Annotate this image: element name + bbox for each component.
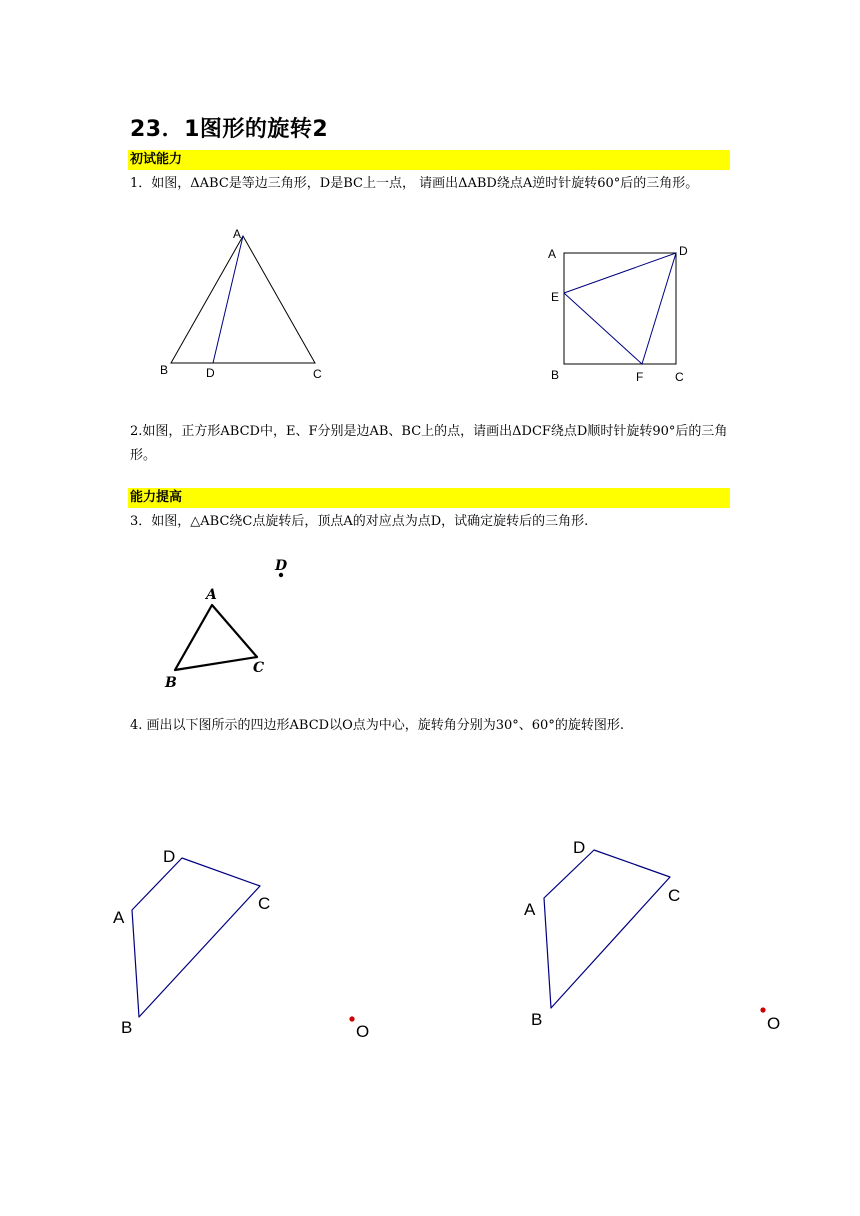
fig5-label-o: O xyxy=(767,1014,781,1033)
figure-4-quadrilateral-left xyxy=(100,835,390,1050)
fig2-label-c: C xyxy=(675,370,684,384)
fig2-label-a: A xyxy=(548,247,557,261)
fig5-center-o xyxy=(760,1007,765,1012)
fig1-label-d: D xyxy=(206,366,215,380)
fig2-label-d: D xyxy=(679,244,688,258)
section-heading-basic: 初试能力 xyxy=(128,150,730,170)
fig5-label-c: C xyxy=(668,886,681,905)
question-4-text: 4. 画出以下图所示的四边形ABCD以O点为中心，旋转角分别为30°、60°的旋转图形. xyxy=(130,718,624,733)
fig1-label-c: C xyxy=(313,367,322,381)
figure-3-triangle xyxy=(155,550,305,695)
fig4-label-a: A xyxy=(113,908,125,927)
fig1-label-a: A xyxy=(233,227,242,241)
fig4-label-d: D xyxy=(163,847,176,866)
fig2-label-b: B xyxy=(551,368,560,382)
fig5-label-b: B xyxy=(531,1010,543,1029)
fig5-label-d: D xyxy=(573,838,586,857)
page-title: 23．1图形的旋转2 xyxy=(130,117,329,142)
section-heading-advanced: 能力提高 xyxy=(128,488,730,508)
fig3-label-b: B xyxy=(165,675,177,691)
fig4-label-o: O xyxy=(356,1022,370,1041)
fig4-center-o xyxy=(349,1016,354,1021)
question-2-text: 2.如图，正方形ABCD中，E、F分别是边AB、BC上的点，请画出ΔDCF绕点D顺时针旋转90°后的三角形。 xyxy=(130,424,728,463)
fig3-label-d: D xyxy=(275,558,288,574)
fig5-label-a: A xyxy=(524,900,536,919)
fig2-label-f: F xyxy=(636,370,644,384)
fig4-label-c: C xyxy=(258,894,271,913)
fig3-label-a: A xyxy=(206,587,217,603)
figure-1-triangle xyxy=(150,220,340,390)
question-3-text: 3．如图，△ABC绕C点旋转后，顶点A的对应点为点D，试确定旋转后的三角形. xyxy=(130,514,589,529)
question-1-text: 1．如图，ΔABC是等边三角形，D是BC上一点， 请画出ΔABD绕点A逆时针旋转60°后的三角形。 xyxy=(130,176,699,191)
figure-4-quadrilateral-right xyxy=(510,830,810,1040)
figure-2-square xyxy=(540,240,700,390)
fig3-label-c: C xyxy=(253,660,265,676)
fig1-label-b: B xyxy=(160,363,169,377)
fig2-label-e: E xyxy=(551,290,560,304)
fig4-label-b: B xyxy=(121,1018,133,1037)
